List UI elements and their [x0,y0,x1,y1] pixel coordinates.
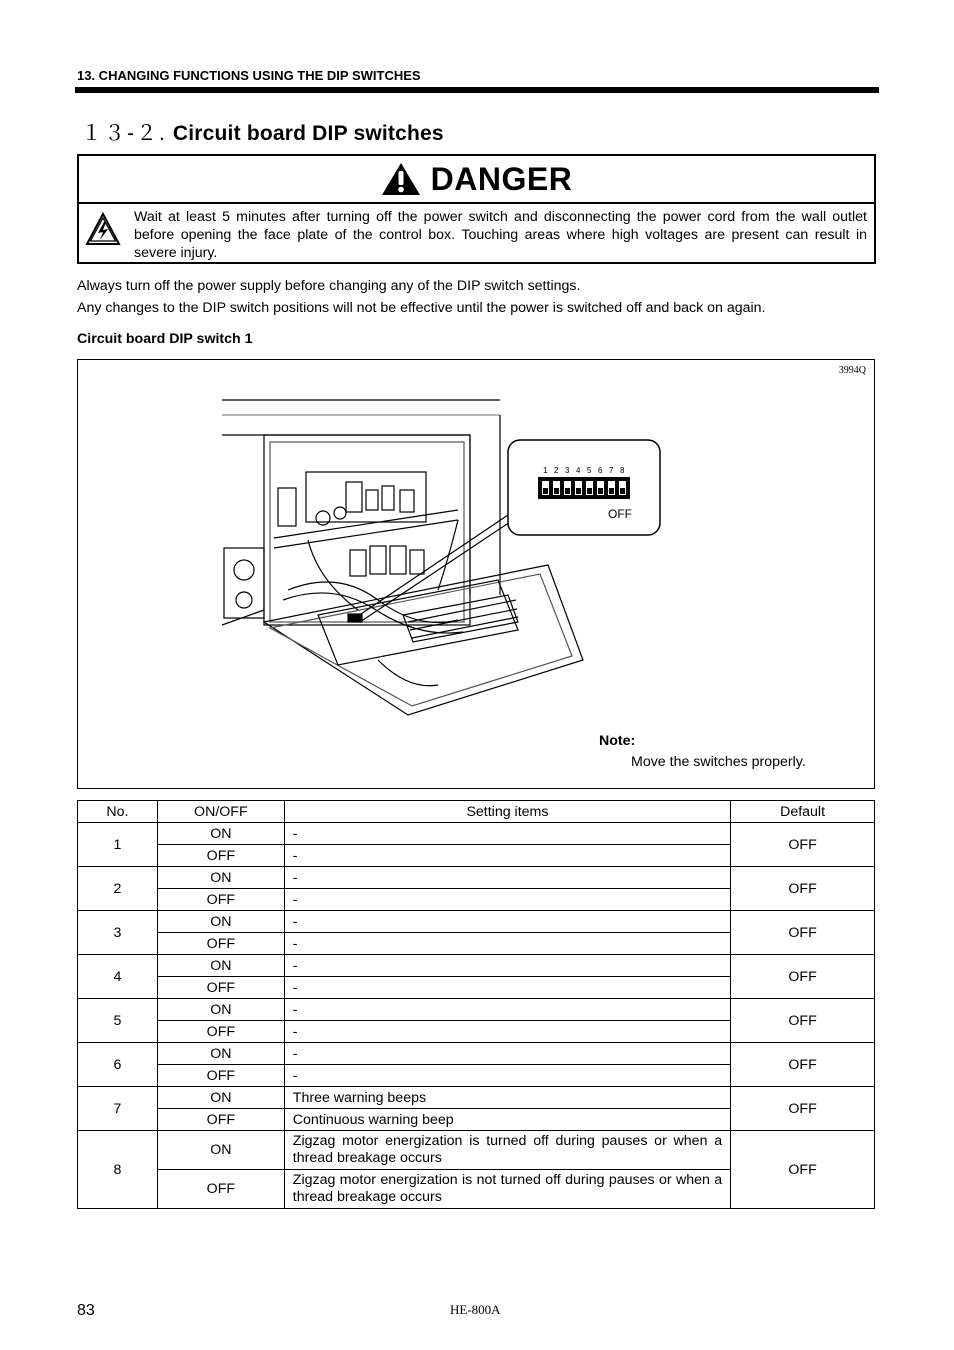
default-value: OFF [731,999,875,1043]
default-value: OFF [731,1087,875,1131]
on-label: ON [157,1087,284,1109]
model-name: HE-800A [450,1302,501,1317]
default-value: OFF [731,955,875,999]
default-value: OFF [731,867,875,911]
on-label: ON [157,823,284,845]
table-row [78,955,875,977]
switch-no: 8 [78,1131,158,1209]
high-voltage-icon [85,212,121,246]
on-setting: - [284,911,730,933]
switch-number-1: 1 [543,466,548,475]
control-box-illustration [78,360,873,787]
switch-number-6: 6 [598,466,603,475]
default-value: OFF [731,1131,875,1209]
switch-number-4: 4 [576,466,581,475]
danger-word: DANGER [430,160,573,197]
section-title [81,117,444,147]
off-setting: - [284,1065,730,1087]
switch-no: 4 [78,955,158,999]
switch-number-5: 5 [587,466,592,475]
switch-number-8: 8 [620,466,625,475]
subsection-title: Circuit board DIP switch 1 [77,331,253,347]
on-label: ON [157,955,284,977]
switch-no: 2 [78,867,158,911]
off-setting: - [284,845,730,867]
on-label: ON [157,999,284,1021]
off-label: OFF [157,845,284,867]
danger-body [79,204,874,262]
off-setting: Zigzag motor energization is not turned off during pauses or when a thread breakage occurs [284,1170,730,1209]
on-label: ON [157,867,284,889]
off-setting: - [284,1021,730,1043]
off-setting: - [284,933,730,955]
off-label: OFF [157,977,284,999]
table-row [78,1131,875,1170]
on-label: ON [157,1043,284,1065]
switch-no: 5 [78,999,158,1043]
off-label: OFF [157,933,284,955]
off-label: OFF [157,1109,284,1131]
switch-number-7: 7 [609,466,614,475]
figure-box [77,359,875,789]
off-setting: - [284,889,730,911]
warning-triangle-icon [381,162,421,196]
table-header-row [78,801,875,823]
on-setting: - [284,823,730,845]
table-row [78,911,875,933]
danger-text: Wait at least 5 minutes after turning off the power switch and disconnecting the power cord from the wall outlet before opening the face plate of the control box. Touching areas where high voltages are present can result in severe injury. [134,209,867,261]
switch-no: 7 [78,1087,158,1131]
off-label: OFF [157,1065,284,1087]
on-setting: - [284,867,730,889]
running-head: 13. CHANGING FUNCTIONS USING THE DIP SWITCHES [77,68,421,83]
table-row [78,867,875,889]
figure-code: 3994Q [838,365,866,376]
section-title-text: Circuit board DIP switches [172,122,444,145]
header-on-off: ON/OFF [157,801,284,823]
table-row [78,1087,875,1109]
off-label: OFF [157,889,284,911]
danger-box [77,154,876,264]
dip-off-label: OFF [608,507,632,521]
switch-no: 3 [78,911,158,955]
table-row [78,823,875,845]
header-setting-items: Setting items [284,801,730,823]
off-label: OFF [157,1170,284,1209]
default-value: OFF [731,1043,875,1087]
table-row [78,999,875,1021]
on-setting: - [284,1043,730,1065]
on-setting: - [284,999,730,1021]
on-label: ON [157,1131,284,1170]
section-number: １３-２. [81,122,167,145]
header-rule [75,87,879,93]
header-default: Default [731,801,875,823]
switch-number-2: 2 [554,466,559,475]
off-setting: - [284,977,730,999]
note-label: Note: [599,733,636,749]
page-number: 83 [77,1302,95,1319]
danger-heading [79,156,874,204]
on-setting: Zigzag motor energization is turned off during pauses or when a thread breakage occurs [284,1131,730,1170]
header-no: No. [78,801,158,823]
default-value: OFF [731,823,875,867]
default-value: OFF [731,911,875,955]
switch-no: 1 [78,823,158,867]
switch-number-3: 3 [565,466,570,475]
on-setting: Three warning beeps [284,1087,730,1109]
note-text: Move the switches properly. [631,754,806,770]
switch-no: 6 [78,1043,158,1087]
table-row [78,1043,875,1065]
paragraph-power-off: Always turn off the power supply before changing any of the DIP switch settings. [77,278,581,294]
on-setting: - [284,955,730,977]
on-label: ON [157,911,284,933]
off-label: OFF [157,1021,284,1043]
dip-switch-table [77,800,875,1209]
paragraph-effective: Any changes to the DIP switch positions will not be effective until the power is switched off and back on again. [77,300,766,316]
off-setting: Continuous warning beep [284,1109,730,1131]
